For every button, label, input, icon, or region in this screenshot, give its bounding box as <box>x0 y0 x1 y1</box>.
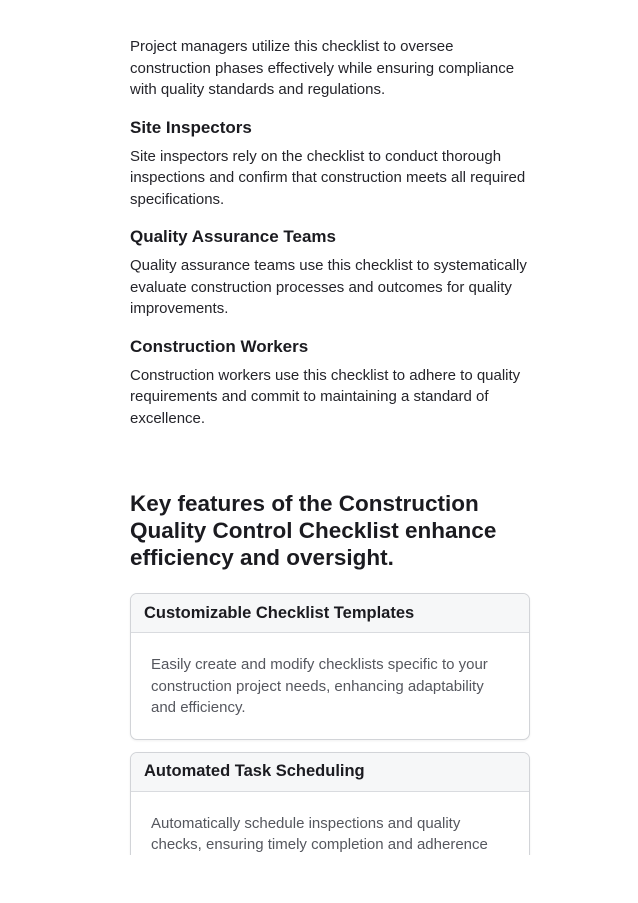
feature-card-description: Automatically schedule inspections and quality checks, ensuring timely completion and adherence <box>151 814 488 853</box>
feature-card-title: Customizable Checklist Templates <box>131 594 529 633</box>
features-heading: Key features of the Construction Quality Control Checklist enhance efficiency and oversight. <box>130 491 497 570</box>
role-section-quality-assurance <box>130 226 530 320</box>
main-content <box>130 36 530 889</box>
feature-card-title: Automated Task Scheduling <box>131 753 529 792</box>
role-description: Site inspectors rely on the checklist to conduct thorough inspections and confirm that construction meets all required specifications. <box>130 147 526 208</box>
role-heading: Site Inspectors <box>130 117 252 137</box>
role-description: Construction workers use this checklist to adhere to quality requirements and commit to maintaining a standard of excellence. <box>130 366 521 427</box>
role-section-construction-workers <box>130 336 530 430</box>
role-heading: Quality Assurance Teams <box>130 227 336 246</box>
role-heading: Construction Workers <box>130 336 309 356</box>
intro-paragraph: Project managers utilize this checklist to oversee construction phases effectively while ensuring compliance with quality standards and regulations. <box>130 38 515 98</box>
role-section-site-inspectors <box>130 117 530 211</box>
page-bottom-margin <box>0 855 638 903</box>
feature-card <box>130 593 530 740</box>
feature-card-description: Easily create and modify checklists specific to your construction project needs, enhancing adaptability and efficiency. <box>151 656 488 716</box>
feature-cards <box>130 593 530 877</box>
role-description: Quality assurance teams use this checklist to systematically evaluate construction processes and outcomes for quality improvements. <box>130 257 527 317</box>
